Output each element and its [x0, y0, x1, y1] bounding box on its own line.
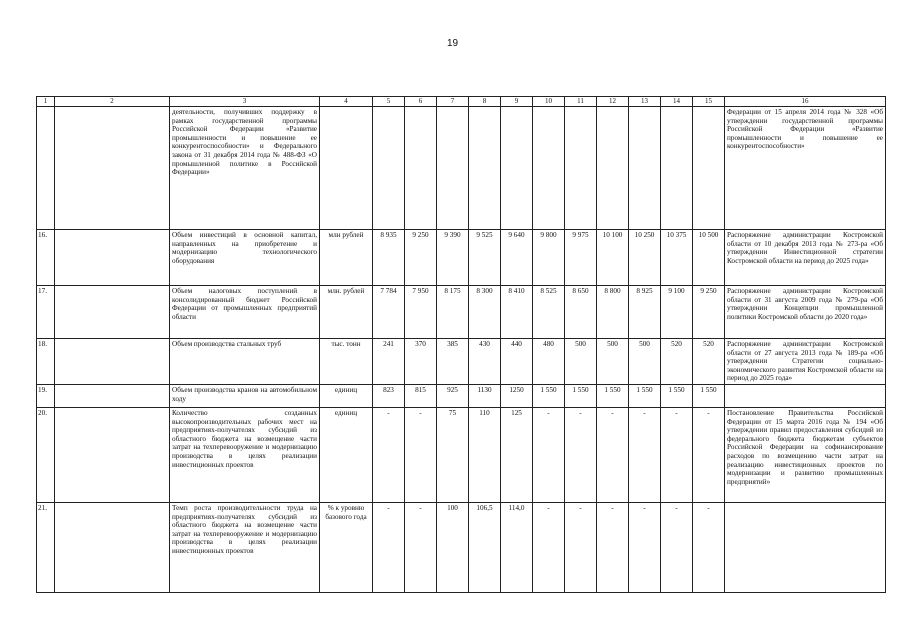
- value-cell: 75: [437, 407, 469, 502]
- value-cell: [533, 107, 565, 230]
- value-cell: 8 410: [501, 286, 533, 339]
- value-cell: 9 975: [565, 230, 597, 286]
- value-cell: -: [661, 407, 693, 502]
- value-cell: [661, 107, 693, 230]
- source-document-cell: [725, 384, 886, 407]
- table-row: [37, 339, 886, 385]
- unit-cell: млн. рублей: [320, 286, 373, 339]
- source-document-cell: Распоряжение администрации Костромской области от 31 августа 2009 года № 279-ра «Об утверждении Концепции промышленной политики Костромской области до 2020 года»: [725, 286, 886, 339]
- value-cell: 9 250: [693, 286, 725, 339]
- value-cell: -: [629, 502, 661, 592]
- column-header: 6: [405, 97, 437, 107]
- value-cell: -: [533, 502, 565, 592]
- unit-cell: млн рублей: [320, 230, 373, 286]
- value-cell: 500: [629, 339, 661, 385]
- value-cell: 114,0: [501, 502, 533, 592]
- value-cell: 925: [437, 384, 469, 407]
- indicator-name-cell: Объем производства стальных труб: [170, 339, 320, 385]
- column-header: 7: [437, 97, 469, 107]
- value-cell: 1250: [501, 384, 533, 407]
- value-cell: 480: [533, 339, 565, 385]
- value-cell: 10 500: [693, 230, 725, 286]
- value-cell: -: [373, 502, 405, 592]
- value-cell: [373, 107, 405, 230]
- blank-cell: [55, 384, 170, 407]
- value-cell: 8 525: [533, 286, 565, 339]
- blank-cell: [55, 286, 170, 339]
- row-number-cell: 18.: [37, 339, 55, 385]
- blank-cell: [55, 230, 170, 286]
- value-cell: 385: [437, 339, 469, 385]
- value-cell: 8 935: [373, 230, 405, 286]
- column-header: 13: [629, 97, 661, 107]
- row-number-cell: 19.: [37, 384, 55, 407]
- value-cell: [469, 107, 501, 230]
- column-header: 1: [37, 97, 55, 107]
- value-cell: 1130: [469, 384, 501, 407]
- value-cell: 1 550: [629, 384, 661, 407]
- value-cell: [565, 107, 597, 230]
- unit-cell: единиц: [320, 407, 373, 502]
- value-cell: -: [405, 407, 437, 502]
- indicator-name-cell: Объем налоговых поступлений в консолидированный бюджет Российской Федерации от промышленных предприятий области: [170, 286, 320, 339]
- blank-cell: [55, 407, 170, 502]
- indicator-name-cell: Количество созданных высокопроизводительных рабочих мест на предприятиях-получателях субсидий из областного бюджета на возмещение части затрат на техперевооружение и модернизацию производства в целях реализации инвестиционных проектов: [170, 407, 320, 502]
- value-cell: -: [533, 407, 565, 502]
- column-header: 2: [55, 97, 170, 107]
- unit-cell: единиц: [320, 384, 373, 407]
- value-cell: 8 175: [437, 286, 469, 339]
- column-header: 8: [469, 97, 501, 107]
- column-header: 9: [501, 97, 533, 107]
- column-header: 12: [597, 97, 629, 107]
- value-cell: 8 800: [597, 286, 629, 339]
- value-cell: 241: [373, 339, 405, 385]
- value-cell: -: [405, 502, 437, 592]
- indicator-name-cell: Темп роста производительности труда на предприятиях-получателях субсидий из областного бюджета на возмещение части затрат на техперевооружение и модернизацию производства в целях реализации инвестиционных проектов: [170, 502, 320, 592]
- value-cell: [405, 107, 437, 230]
- unit-cell: [320, 107, 373, 230]
- value-cell: -: [565, 502, 597, 592]
- value-cell: 1 550: [693, 384, 725, 407]
- column-number-header-row: [37, 97, 886, 107]
- value-cell: [437, 107, 469, 230]
- blank-cell: [55, 339, 170, 385]
- value-cell: 10 100: [597, 230, 629, 286]
- column-header: 11: [565, 97, 597, 107]
- value-cell: [693, 107, 725, 230]
- value-cell: 7 784: [373, 286, 405, 339]
- value-cell: [629, 107, 661, 230]
- row-number-cell: [37, 107, 55, 230]
- blank-cell: [55, 502, 170, 592]
- table-row: [37, 286, 886, 339]
- value-cell: [501, 107, 533, 230]
- value-cell: 823: [373, 384, 405, 407]
- table-row: [37, 230, 886, 286]
- row-number-cell: 16.: [37, 230, 55, 286]
- value-cell: 125: [501, 407, 533, 502]
- table-row: [37, 107, 886, 230]
- value-cell: 370: [405, 339, 437, 385]
- value-cell: 106,5: [469, 502, 501, 592]
- column-header: 15: [693, 97, 725, 107]
- value-cell: 520: [693, 339, 725, 385]
- indicator-name-cell: Объем инвестиций в основной капитал, направленных на приобретение и модернизацию технологического оборудования: [170, 230, 320, 286]
- unit-cell: % к уровню базового года: [320, 502, 373, 592]
- value-cell: -: [661, 502, 693, 592]
- value-cell: 7 950: [405, 286, 437, 339]
- value-cell: 10 375: [661, 230, 693, 286]
- value-cell: 9 640: [501, 230, 533, 286]
- indicators-table: [36, 96, 886, 593]
- column-header: 14: [661, 97, 693, 107]
- value-cell: -: [597, 502, 629, 592]
- value-cell: -: [693, 407, 725, 502]
- source-document-cell: Распоряжение администрации Костромской области от 10 декабря 2013 года № 273-ра «Об утверждении Инвестиционной стратегии Костромской области на период до 2025 года»: [725, 230, 886, 286]
- value-cell: 9 390: [437, 230, 469, 286]
- row-number-cell: 20.: [37, 407, 55, 502]
- indicator-name-cell: Объем производства кранов на автомобильном ходу: [170, 384, 320, 407]
- value-cell: 9 100: [661, 286, 693, 339]
- unit-cell: тыс. тонн: [320, 339, 373, 385]
- value-cell: 520: [661, 339, 693, 385]
- table-row: [37, 407, 886, 502]
- value-cell: 8 925: [629, 286, 661, 339]
- value-cell: 500: [597, 339, 629, 385]
- value-cell: 1 550: [661, 384, 693, 407]
- page-number: 19: [446, 38, 459, 49]
- value-cell: 8 650: [565, 286, 597, 339]
- row-number-cell: 21.: [37, 502, 55, 592]
- value-cell: 1 550: [597, 384, 629, 407]
- value-cell: [597, 107, 629, 230]
- table-row: [37, 384, 886, 407]
- value-cell: -: [565, 407, 597, 502]
- column-header: 4: [320, 97, 373, 107]
- value-cell: -: [373, 407, 405, 502]
- table-row: [37, 502, 886, 592]
- value-cell: 8 300: [469, 286, 501, 339]
- value-cell: 9 250: [405, 230, 437, 286]
- column-header: 16: [725, 97, 886, 107]
- value-cell: 500: [565, 339, 597, 385]
- column-header: 10: [533, 97, 565, 107]
- column-header: 5: [373, 97, 405, 107]
- value-cell: 9 800: [533, 230, 565, 286]
- value-cell: 440: [501, 339, 533, 385]
- value-cell: -: [693, 502, 725, 592]
- indicator-name-cell: деятельности, получивших поддержку в рамках государственной программы Российской Федерации «Развитие промышленности и повышение ее конкурентоспособности» и Федерального закона от 31 декабря 2014 года № 488-ФЗ «О промышленной политике в Российской Федерации»: [170, 107, 320, 230]
- source-document-cell: Федерации от 15 апреля 2014 года № 328 «Об утверждении государственной программы Российской Федерации «Развитие промышленности и повышение ее конкурентоспособности»: [725, 107, 886, 230]
- value-cell: 110: [469, 407, 501, 502]
- value-cell: 815: [405, 384, 437, 407]
- value-cell: 10 250: [629, 230, 661, 286]
- source-document-cell: Постановление Правительства Российской Федерации от 15 марта 2016 года № 194 «Об утверждении правил предоставления субсидий из федерального бюджета бюджетам субъектов Российской Федерации на софинансирование расходов по возмещению части затрат на реализацию инвестиционных проектов по модернизации и развитию промышленных предприятий»: [725, 407, 886, 502]
- value-cell: 9 525: [469, 230, 501, 286]
- source-document-cell: [725, 502, 886, 592]
- row-number-cell: 17.: [37, 286, 55, 339]
- column-header: 3: [170, 97, 320, 107]
- value-cell: 430: [469, 339, 501, 385]
- value-cell: 1 550: [565, 384, 597, 407]
- value-cell: -: [597, 407, 629, 502]
- blank-cell: [55, 107, 170, 230]
- source-document-cell: Распоряжение администрации Костромской области от 27 августа 2013 года № 189-ра «Об утверждении Стратегии социально-экономического развития Костромской области на период до 2025 года»: [725, 339, 886, 385]
- value-cell: 1 550: [533, 384, 565, 407]
- value-cell: 100: [437, 502, 469, 592]
- value-cell: -: [629, 407, 661, 502]
